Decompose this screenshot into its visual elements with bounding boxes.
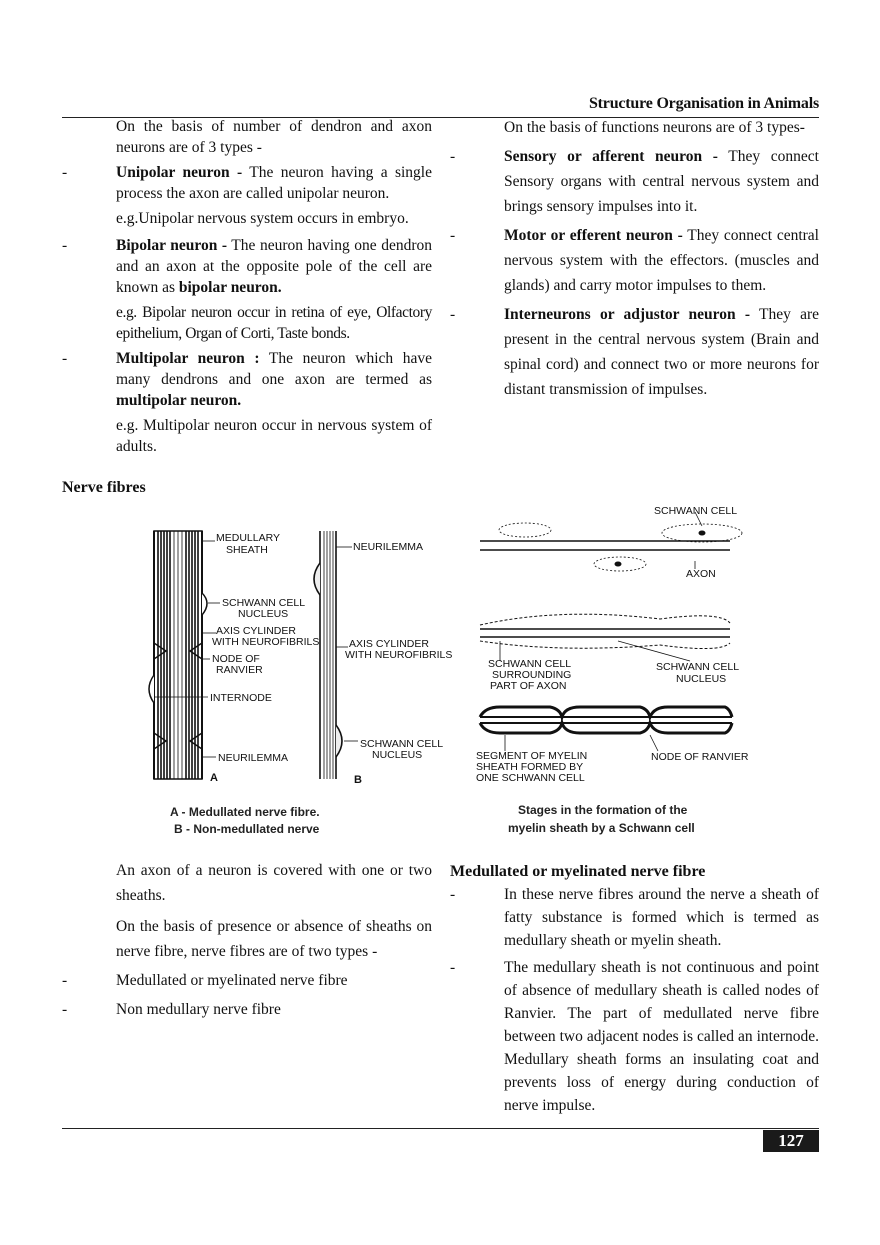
bullet-dash: - [62, 972, 68, 989]
label-axis-cylinder-a-2: WITH NEUROFIBRILS [212, 636, 320, 648]
section-heading: Nerve fibres [62, 479, 146, 496]
term-multipolar: Multipolar neuron : [116, 350, 260, 367]
label-node-ranvier-r: NODE OF RANVIER [651, 751, 749, 763]
footer-rule [62, 1128, 819, 1129]
label-schwann-nucleus-b-2: NUCLEUS [372, 749, 423, 761]
subsection-heading: Medullated or myelinated nerve fibre [450, 863, 706, 880]
left-column-bottom [62, 858, 432, 1022]
label-axis-cylinder-a-1: AXIS CYLINDER [216, 625, 296, 637]
caption-right-2: myelin sheath by a Schwann cell [508, 821, 695, 835]
list-item-sheath [450, 883, 819, 952]
list-item-multipolar [62, 348, 432, 411]
left-figure-labels [210, 532, 452, 786]
label-segment-2: SHEATH FORMED BY [476, 761, 584, 773]
label-neurilemma-bottom: NEURILEMMA [218, 752, 289, 764]
label-medullary-sheath-2: SHEATH [226, 544, 268, 556]
list-item-motor [450, 223, 819, 298]
label-schwann-nucleus-2: NUCLEUS [238, 608, 289, 620]
label-surrounding-3: PART OF AXON [490, 680, 567, 692]
intro-left: On the basis of number of dendron and axon neurons are of 3 types - [116, 118, 432, 156]
right-column-top [450, 115, 819, 402]
label-schwann-nucleus-r-2: NUCLEUS [676, 673, 727, 685]
term-interneuron: Interneurons or adjustor neuron - [504, 306, 750, 323]
label-a: A [210, 772, 218, 784]
medullated-fibre-drawing [149, 531, 207, 779]
nerve-fibre-figure [140, 495, 760, 845]
list-item-unipolar [62, 162, 432, 204]
term-motor: Motor or efferent neuron - [504, 227, 683, 244]
right-figure-labels [476, 505, 749, 784]
label-axon: AXON [686, 568, 716, 580]
list-item-bipolar [62, 235, 432, 298]
bullet-dash: - [62, 1001, 68, 1018]
label-schwann-nucleus-b-1: SCHWANN CELL [360, 738, 444, 750]
desc-interneuron: They are present in the central nervous system (Brain and spinal cord) and connect two or more neurons for distant transmission of impulses. [504, 306, 819, 398]
intro-right: On the basis of functions neurons are of 3 types- [504, 119, 805, 136]
axon-sheath-paragraph: An axon of a neuron is covered with one or two sheaths. [116, 862, 432, 904]
bullet-dash: - [62, 164, 68, 181]
example-multipolar: e.g. Multipolar neuron occur in nervous system of adults. [116, 417, 432, 455]
desc-multipolar: The neuron which have many dendrons and one axon are termed as [116, 350, 433, 388]
caption-right-1: Stages in the formation of the [518, 803, 688, 817]
right-column-bottom [450, 860, 819, 1117]
type-non-medullated: Non medullary nerve fibre [116, 1001, 281, 1018]
page-number: 127 [763, 1130, 819, 1152]
desc-bipolar: The neuron having one dendron and an axon at the opposite pole of the cell are known as [116, 237, 432, 296]
list-item-non-medullated [62, 997, 432, 1022]
types-paragraph: On the basis of presence or absence of sheaths on nerve fibre, nerve fibres are of two types - [116, 918, 432, 960]
label-segment-3: ONE SCHWANN CELL [476, 772, 585, 784]
label-surrounding-1: SCHWANN CELL [488, 658, 572, 670]
label-schwann-cell: SCHWANN CELL [654, 505, 738, 517]
label-internode: INTERNODE [210, 692, 272, 704]
example-bipolar: e.g. Bipolar neuron occur in retina of eye, Olfactory epithelium, Organ of Corti, Taste bonds. [116, 304, 432, 342]
example-unipolar: e.g.Unipolar nervous system occurs in embryo. [116, 210, 409, 227]
type-medullated: Medullated or myelinated nerve fibre [116, 972, 348, 989]
label-surrounding-2: SURROUNDING [492, 669, 572, 681]
term-bipolar: Bipolar neuron - [116, 237, 228, 254]
term-unipolar: Unipolar neuron - [116, 164, 243, 181]
non-medullated-fibre-drawing [314, 531, 342, 779]
ranvier-description: The medullary sheath is not continuous and point of absence of medullary sheath is called nodes of Ranvier. The part of medullated nerve fibre between two adjacent nodes is called an internode. Medullary sheath forms an insulating coat and prevents loss of energy during conduction of nerve impulse. [504, 959, 819, 1114]
bullet-dash: - [450, 148, 456, 165]
left-caption [170, 805, 320, 836]
myelin-stages-drawing [480, 512, 742, 751]
caption-left-2: B - Non-medullated nerve [174, 822, 320, 836]
label-axis-cylinder-b-1: AXIS CYLINDER [349, 638, 429, 650]
label-schwann-nucleus-1: SCHWANN CELL [222, 597, 306, 609]
label-node-ranvier-2: RANVIER [216, 664, 263, 676]
list-item-interneuron [450, 302, 819, 402]
running-header: Structure Organisation in Animals [588, 95, 819, 112]
caption-left-1: A - Medullated nerve fibre. [170, 805, 320, 819]
bullet-dash: - [62, 237, 68, 254]
label-segment-1: SEGMENT OF MYELIN [476, 750, 588, 762]
label-schwann-nucleus-r-1: SCHWANN CELL [656, 661, 740, 673]
term-sensory: Sensory or afferent neuron - [504, 148, 718, 165]
label-axis-cylinder-b-2: WITH NEUROFIBRILS [345, 649, 453, 661]
right-caption [508, 803, 695, 835]
bullet-dash: - [450, 306, 456, 323]
label-b: B [354, 774, 362, 786]
sheath-description: In these nerve fibres around the nerve a sheath of fatty substance is formed which is termed as medullary sheath or myelin sheath. [504, 886, 819, 949]
left-column-top [62, 116, 432, 457]
desc-unipolar: The neuron having a single process the axon are called unipolar neuron. [116, 164, 432, 202]
label-neurilemma-top: NEURILEMMA [353, 541, 424, 553]
list-item-medullated [62, 968, 432, 993]
label-node-ranvier-1: NODE OF [212, 653, 260, 665]
bullet-dash: - [62, 350, 68, 367]
term2-multipolar: multipolar neuron. [116, 392, 242, 409]
bullet-dash: - [450, 227, 456, 244]
bullet-dash: - [450, 959, 456, 976]
term2-bipolar: bipolar neuron. [178, 279, 282, 296]
desc-sensory: They connect Sensory organs with central nervous system and brings sensory impulses into it. [504, 148, 819, 215]
desc-motor: They connect central nervous system with the effectors. (muscles and glands) and carry motor impulses to them. [504, 227, 819, 294]
bullet-dash: - [450, 886, 456, 903]
list-item-sensory [450, 144, 819, 219]
label-medullary-sheath-1: MEDULLARY [216, 532, 280, 544]
list-item-ranvier [450, 956, 819, 1117]
